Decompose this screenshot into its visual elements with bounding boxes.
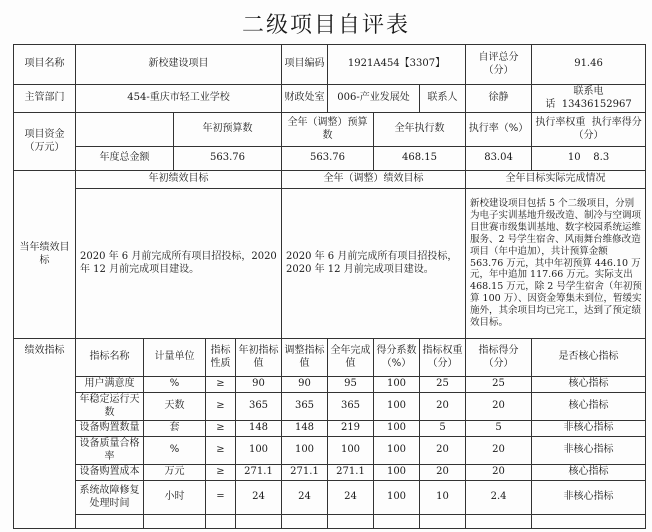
total-score-value: 91.46 — [532, 45, 646, 85]
table-row — [14, 481, 646, 515]
indicator-header-row — [14, 339, 646, 377]
cell — [282, 515, 328, 529]
finance-value: 006-产业发展处 — [328, 85, 420, 113]
cell: 90 — [282, 377, 328, 393]
cell: 100 — [374, 393, 420, 421]
cell: 套 — [144, 421, 206, 437]
phone-value: 13436152967 — [561, 98, 632, 110]
col-header: 全年完成值 — [328, 339, 374, 377]
funds-col-executed: 全年执行数 — [374, 113, 466, 147]
funds-adjusted: 563.76 — [282, 147, 374, 171]
col-header: 指标名称 — [76, 339, 144, 377]
cell: 100 — [374, 465, 420, 481]
cell: 20 — [420, 465, 466, 481]
funds-col-weight-score — [532, 113, 646, 147]
cell — [328, 515, 374, 529]
cell: 核心指标 — [532, 377, 646, 393]
cell: 365 — [236, 393, 282, 421]
cell — [420, 515, 466, 529]
goals-col-adjusted: 全年（调整）绩效目标 — [282, 171, 466, 189]
cell: 天数 — [144, 393, 206, 421]
cell: 5 — [420, 421, 466, 437]
dept-value: 454-重庆市轻工业学校 — [76, 85, 282, 113]
project-name-value: 新校建设项目 — [76, 45, 282, 85]
page-title: 二级项目自评表 — [241, 13, 410, 38]
cell: 365 — [282, 393, 328, 421]
goals-col-initial: 年初绩效目标 — [76, 171, 282, 189]
funds-row-label: 年度总金额 — [76, 147, 174, 171]
funds-value-row — [14, 147, 646, 171]
cell — [374, 515, 420, 529]
cell: 非核心指标 — [532, 421, 646, 437]
goals-initial-text: 2020 年 6 月前完成所有项目招投标，2020 年 12 月前完成项目建设。 — [76, 189, 282, 339]
col-header: 计量单位 — [144, 339, 206, 377]
cell — [76, 515, 144, 529]
cell — [236, 515, 282, 529]
cell: % — [144, 437, 206, 465]
cell: 用户满意度 — [76, 377, 144, 393]
cell: 100 — [236, 437, 282, 465]
table-row — [14, 437, 646, 465]
funds-col-adjusted: 全年（调整）预算数 — [282, 113, 374, 147]
funds-weight-score — [532, 147, 646, 171]
funds-initial: 563.76 — [174, 147, 282, 171]
cell: ≥ — [206, 393, 236, 421]
contact-label: 联系人 — [420, 85, 466, 113]
goals-col-actual: 全年目标实际完成情况 — [466, 171, 646, 189]
header-row-2 — [14, 85, 646, 113]
cell: 24 — [328, 481, 374, 515]
cell: ≥ — [206, 377, 236, 393]
dept-label: 主管部门 — [14, 85, 76, 113]
col-header: 年初指标值 — [236, 339, 282, 377]
cell: 2.4 — [466, 481, 532, 515]
cell: 非核心指标 — [532, 437, 646, 465]
indicators-label: 绩效指标 — [14, 339, 76, 529]
goals-text-row — [14, 189, 646, 339]
cell: 系统故障修复处理时间 — [76, 481, 144, 515]
funds-col-initial: 年初预算数 — [174, 113, 282, 147]
cell: 100 — [374, 481, 420, 515]
cell: 219 — [328, 421, 374, 437]
cell: 25 — [466, 377, 532, 393]
cell: 20 — [466, 437, 532, 465]
cell: 90 — [236, 377, 282, 393]
cell: 271.1 — [282, 465, 328, 481]
cell — [206, 515, 236, 529]
col-header: 指标性质 — [206, 339, 236, 377]
funds-rate: 83.04 — [466, 147, 532, 171]
cell — [532, 515, 646, 529]
cell: 148 — [282, 421, 328, 437]
funds-label: 项目资金（万元） — [14, 113, 76, 171]
project-code-value: 1921A454【3307】 — [328, 45, 466, 85]
cell: = — [206, 481, 236, 515]
cell: 核心指标 — [532, 393, 646, 421]
funds-header-row — [14, 113, 646, 147]
cell — [466, 515, 532, 529]
cell: 25 — [420, 377, 466, 393]
cell: 271.1 — [236, 465, 282, 481]
cell: % — [144, 377, 206, 393]
cell: 95 — [328, 377, 374, 393]
col-header: 是否核心指标 — [532, 339, 646, 377]
contact-value: 徐静 — [466, 85, 532, 113]
table-row-empty — [14, 515, 646, 529]
cell — [144, 515, 206, 529]
cell: 24 — [236, 481, 282, 515]
cell: ≥ — [206, 465, 236, 481]
funds-blank — [76, 113, 174, 147]
funds-col-weight: 执行率权重 — [535, 117, 586, 128]
cell: 365 — [328, 393, 374, 421]
cell: 20 — [420, 437, 466, 465]
col-header: 调整指标值 — [282, 339, 328, 377]
cell: 20 — [466, 393, 532, 421]
project-name-label: 项目名称 — [14, 45, 76, 85]
col-header: 指标权重（分） — [420, 339, 466, 377]
funds-executed: 468.15 — [374, 147, 466, 171]
col-header: 指标得分（分） — [466, 339, 532, 377]
cell: 设备质量合格率 — [76, 437, 144, 465]
table-row — [14, 393, 646, 421]
cell: 100 — [374, 437, 420, 465]
cell: 年稳定运行天数 — [76, 393, 144, 421]
cell: ≥ — [206, 421, 236, 437]
funds-weight: 10 — [567, 152, 581, 164]
funds-score: 8.3 — [593, 152, 610, 164]
table-row — [14, 421, 646, 437]
evaluation-table — [13, 44, 646, 529]
cell: 核心指标 — [532, 465, 646, 481]
cell: 100 — [328, 437, 374, 465]
cell: 24 — [282, 481, 328, 515]
table-row — [14, 465, 646, 481]
cell: 20 — [466, 465, 532, 481]
cell: 10 — [420, 481, 466, 515]
goals-actual-text: 新校建设项目包括 5 个二级项目，分别为电子实训基地升级改造、制冷与空调项目世赛市级集训基地、数字校园系统运维服务、2 号学生宿舍、风雨舞台维修改造项目（年中追加），共计预算金额 563.76 万元，其中年初预算 446.10 万元，年中追加 117.66 万元。实际支出 468.15 万元，除 2 号学生宿舍（年初预算 100 万）、因资金筹集未到位，暂缓实施外，其余项目均已完工，达到了预定绩效目标。 — [466, 189, 646, 339]
cell: 设备购置数量 — [76, 421, 144, 437]
cell: 20 — [420, 393, 466, 421]
cell: ≥ — [206, 437, 236, 465]
cell: 100 — [282, 437, 328, 465]
table-row — [14, 377, 646, 393]
cell: 100 — [374, 377, 420, 393]
cell: 设备购置成本 — [76, 465, 144, 481]
goals-header-row — [14, 171, 646, 189]
cell: 5 — [466, 421, 532, 437]
cell: 100 — [374, 421, 420, 437]
col-header: 得分系数（%） — [374, 339, 420, 377]
funds-col-rate: 执行率（%） — [466, 113, 532, 147]
funds-col-score: 执行率得分（分） — [573, 117, 642, 141]
cell: 小时 — [144, 481, 206, 515]
cell: 万元 — [144, 465, 206, 481]
cell: 148 — [236, 421, 282, 437]
total-score-label: 自评总分（分） — [466, 45, 532, 85]
goals-label: 当年绩效目标 — [14, 171, 76, 339]
header-row-1 — [14, 45, 646, 85]
cell: 非核心指标 — [532, 481, 646, 515]
phone-cell — [532, 85, 646, 113]
phone-label: 联系电话 — [545, 86, 604, 110]
cell: 271.1 — [328, 465, 374, 481]
project-code-label: 项目编码 — [282, 45, 328, 85]
finance-label: 财政处室 — [282, 85, 328, 113]
goals-adjusted-text: 2020 年 6 月前完成所有项目招投标，2020 年 12 月前完成项目建设。 — [282, 189, 466, 339]
